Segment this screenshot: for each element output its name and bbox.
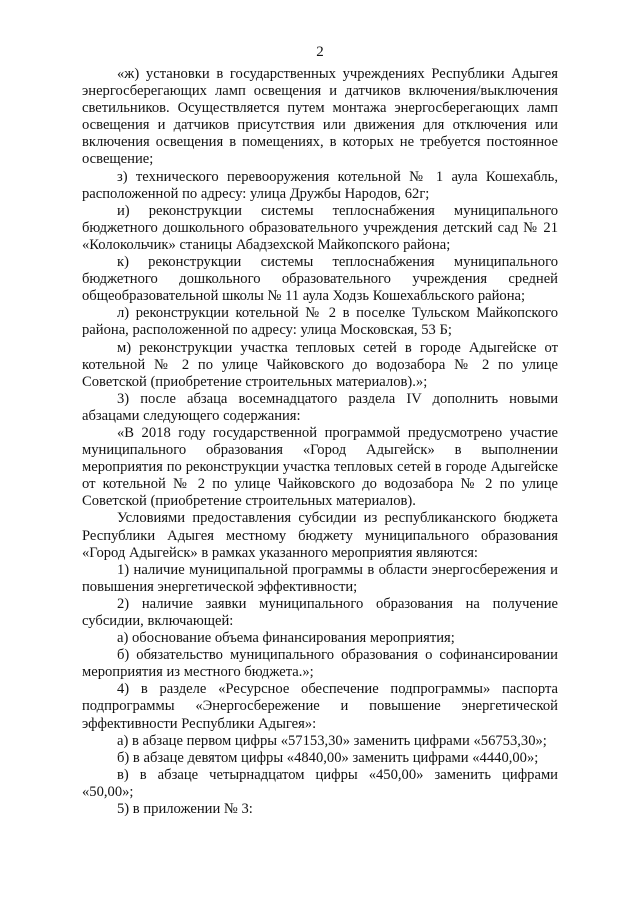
paragraph-condition-2a: а) обоснование объема финансирования мероприятия; (117, 630, 455, 647)
paragraph-i: и) реконструкции системы теплоснабжения муниципального бюджетного дошкольного образовательного учреждения детский сад № 21 «Колокольчик» станицы Абадзехской Майкопского района; (82, 202, 558, 253)
paragraph-condition-1: 1) наличие муниципальной программы в области энергосбережения и повышения энергетической эффективности; (82, 561, 558, 595)
paragraph-k: к) реконструкции системы теплоснабжения муниципального бюджетного дошкольного образовательного учреждения средней общеобразовательной школы № 11 аула Ходзь Кошехабльского района; (82, 254, 558, 305)
paragraph-zh: «ж) установки в государственных учреждениях Республики Адыгея энергосберегающих ламп освещения и датчиков включения/выключения светильников. Осуществляется путем монтажа энергосберегающих ламп освещения и датчиков присутствия или движения для отключения или включения освещения в помещениях, в которых не требуется постоянное освещение; (82, 66, 558, 168)
paragraph-z: з) технического перевооружения котельной № 1 аула Кошехабль, расположенной по адресу: улица Дружбы Народов, 62г; (82, 168, 558, 202)
paragraph-point-5: 5) в приложении № 3: (117, 801, 253, 818)
page-number: 2 (316, 44, 324, 60)
paragraph-l: л) реконструкции котельной № 2 в поселке Тульском Майкопского района, расположенной по адресу: улица Московская, 53 Б; (82, 305, 558, 339)
paragraph-condition-2: 2) наличие заявки муниципального образования на получение субсидии, включающей: (82, 595, 558, 629)
paragraph-point-4: 4) в разделе «Ресурсное обеспечение подпрограммы» паспорта подпрограммы «Энергосбережение и повышение энергетической эффективности Республики Адыгея»: (82, 681, 558, 732)
paragraph-point-4a: а) в абзаце первом цифры «57153,30» заменить цифрами «56753,30»; (117, 732, 547, 749)
paragraph-point-4b: б) в абзаце девятом цифры «4840,00» заменить цифрами «4440,00»; (117, 749, 539, 766)
body-text (82, 66, 558, 818)
paragraph-condition-2b: б) обязательство муниципального образования о софинансировании мероприятия из местного бюджета.»; (82, 647, 558, 681)
paragraph-point-3: 3) после абзаца восемнадцатого раздела IV дополнить новыми абзацами следующего содержания: (82, 390, 558, 424)
paragraph-subsidy-conditions: Условиями предоставления субсидии из республиканского бюджета Республики Адыгея местному бюджету муниципального образования «Город Адыгейск» в рамках указанного мероприятия являются: (82, 510, 558, 561)
paragraph-2018-program: «В 2018 году государственной программой предусмотрено участие муниципального образования «Город Адыгейск» в выполнении мероприятия по реконструкции участка тепловых сетей в городе Адыгейске от котельной № 2 по улице Чайковского до водозабора № 2 по улице Советской (приобретение строительных материалов). (82, 424, 558, 510)
paragraph-m: м) реконструкции участка тепловых сетей в городе Адыгейске от котельной № 2 по улице Чайковского до водозабора № 2 по улице Советской (приобретение строительных материалов).»; (82, 339, 558, 390)
paragraph-point-4v: в) в абзаце четырнадцатом цифры «450,00» заменить цифрами «50,00»; (82, 766, 558, 800)
